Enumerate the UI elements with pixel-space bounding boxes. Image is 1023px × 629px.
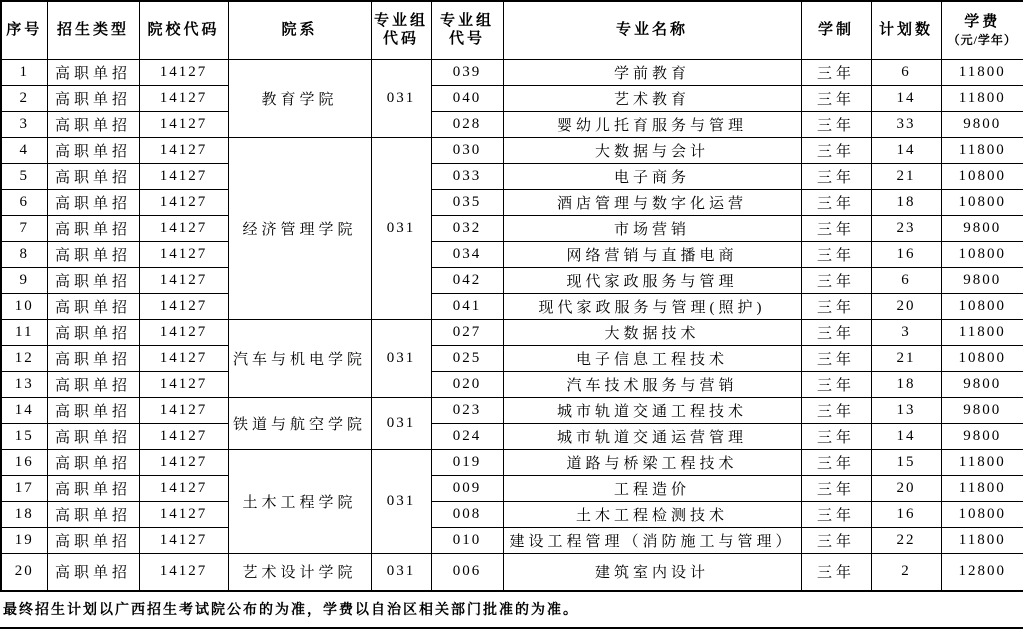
cell-seq: 17 bbox=[1, 475, 47, 501]
cell-major-name: 电子信息工程技术 bbox=[503, 345, 801, 371]
cell-duration: 三年 bbox=[801, 111, 871, 137]
cell-admission-type: 高职单招 bbox=[47, 397, 139, 423]
cell-duration: 三年 bbox=[801, 241, 871, 267]
cell-admission-type: 高职单招 bbox=[47, 293, 139, 319]
cell-tuition: 10800 bbox=[941, 241, 1023, 267]
cell-admission-type: 高职单招 bbox=[47, 215, 139, 241]
cell-group-code: 031 bbox=[371, 397, 431, 449]
col-header-duration-label: 学制 bbox=[817, 21, 854, 38]
cell-tuition: 10800 bbox=[941, 189, 1023, 215]
col-header-tuition bbox=[941, 1, 1023, 59]
cell-major-code: 019 bbox=[431, 449, 503, 475]
col-header-tuition-label-2: （元/学年） bbox=[947, 32, 1017, 47]
cell-college-code: 14127 bbox=[139, 293, 228, 319]
cell-major-code: 028 bbox=[431, 111, 503, 137]
cell-admission-type: 高职单招 bbox=[47, 163, 139, 189]
cell-duration: 三年 bbox=[801, 319, 871, 345]
table-body bbox=[1, 59, 1023, 591]
cell-plan-count: 14 bbox=[871, 423, 941, 449]
cell-major-code: 034 bbox=[431, 241, 503, 267]
cell-tuition: 11800 bbox=[941, 475, 1023, 501]
cell-major-name: 建设工程管理（消防施工与管理） bbox=[503, 527, 801, 553]
cell-tuition: 11800 bbox=[941, 137, 1023, 163]
header-row bbox=[1, 1, 1023, 59]
col-header-tuition-label-1: 学费 bbox=[964, 13, 1001, 30]
cell-department: 艺术设计学院 bbox=[228, 553, 371, 591]
cell-tuition: 10800 bbox=[941, 501, 1023, 527]
cell-duration: 三年 bbox=[801, 189, 871, 215]
col-header-college-code-label: 院校代码 bbox=[147, 21, 220, 38]
cell-major-code: 006 bbox=[431, 553, 503, 591]
cell-plan-count: 16 bbox=[871, 241, 941, 267]
cell-college-code: 14127 bbox=[139, 111, 228, 137]
cell-major-code: 008 bbox=[431, 501, 503, 527]
table-row bbox=[1, 215, 1023, 241]
table-row bbox=[1, 267, 1023, 293]
cell-college-code: 14127 bbox=[139, 371, 228, 397]
cell-college-code: 14127 bbox=[139, 475, 228, 501]
cell-duration: 三年 bbox=[801, 293, 871, 319]
cell-college-code: 14127 bbox=[139, 137, 228, 163]
cell-duration: 三年 bbox=[801, 267, 871, 293]
cell-major-name: 大数据技术 bbox=[503, 319, 801, 345]
cell-seq: 8 bbox=[1, 241, 47, 267]
cell-admission-type: 高职单招 bbox=[47, 241, 139, 267]
cell-admission-type: 高职单招 bbox=[47, 137, 139, 163]
cell-tuition: 11800 bbox=[941, 449, 1023, 475]
col-header-major-code-label-2: 代号 bbox=[448, 31, 485, 48]
table-row bbox=[1, 475, 1023, 501]
cell-major-name: 网络营销与直播电商 bbox=[503, 241, 801, 267]
table-row bbox=[1, 163, 1023, 189]
cell-plan-count: 20 bbox=[871, 475, 941, 501]
cell-college-code: 14127 bbox=[139, 85, 228, 111]
table-row bbox=[1, 111, 1023, 137]
cell-major-name: 城市轨道交通工程技术 bbox=[503, 397, 801, 423]
cell-college-code: 14127 bbox=[139, 163, 228, 189]
cell-seq: 12 bbox=[1, 345, 47, 371]
cell-admission-type: 高职单招 bbox=[47, 319, 139, 345]
cell-duration: 三年 bbox=[801, 215, 871, 241]
col-header-admission-type-label: 招生类型 bbox=[56, 21, 129, 38]
cell-college-code: 14127 bbox=[139, 527, 228, 553]
cell-duration: 三年 bbox=[801, 475, 871, 501]
table-row bbox=[1, 449, 1023, 475]
cell-tuition: 12800 bbox=[941, 553, 1023, 591]
col-header-seq-label: 序号 bbox=[6, 21, 43, 38]
cell-seq: 15 bbox=[1, 423, 47, 449]
cell-group-code: 031 bbox=[371, 59, 431, 137]
cell-seq: 7 bbox=[1, 215, 47, 241]
cell-duration: 三年 bbox=[801, 527, 871, 553]
cell-admission-type: 高职单招 bbox=[47, 267, 139, 293]
cell-group-code: 031 bbox=[371, 553, 431, 591]
cell-tuition: 9800 bbox=[941, 371, 1023, 397]
table-row bbox=[1, 241, 1023, 267]
cell-plan-count: 18 bbox=[871, 371, 941, 397]
cell-admission-type: 高职单招 bbox=[47, 423, 139, 449]
cell-admission-type: 高职单招 bbox=[47, 449, 139, 475]
cell-seq: 5 bbox=[1, 163, 47, 189]
cell-plan-count: 6 bbox=[871, 59, 941, 85]
cell-department: 汽车与机电学院 bbox=[228, 319, 371, 397]
cell-plan-count: 14 bbox=[871, 85, 941, 111]
cell-duration: 三年 bbox=[801, 371, 871, 397]
cell-major-code: 035 bbox=[431, 189, 503, 215]
table-row bbox=[1, 397, 1023, 423]
col-header-plan-count-label: 计划数 bbox=[878, 21, 933, 38]
cell-plan-count: 22 bbox=[871, 527, 941, 553]
col-header-major-code bbox=[431, 1, 503, 59]
cell-college-code: 14127 bbox=[139, 215, 228, 241]
cell-tuition: 10800 bbox=[941, 345, 1023, 371]
cell-college-code: 14127 bbox=[139, 423, 228, 449]
cell-major-name: 婴幼儿托育服务与管理 bbox=[503, 111, 801, 137]
cell-major-name: 建筑室内设计 bbox=[503, 553, 801, 591]
cell-college-code: 14127 bbox=[139, 267, 228, 293]
cell-college-code: 14127 bbox=[139, 319, 228, 345]
cell-plan-count: 21 bbox=[871, 345, 941, 371]
cell-major-name: 电子商务 bbox=[503, 163, 801, 189]
cell-admission-type: 高职单招 bbox=[47, 527, 139, 553]
cell-admission-type: 高职单招 bbox=[47, 553, 139, 591]
cell-seq: 2 bbox=[1, 85, 47, 111]
cell-seq: 9 bbox=[1, 267, 47, 293]
cell-seq: 11 bbox=[1, 319, 47, 345]
cell-plan-count: 14 bbox=[871, 137, 941, 163]
cell-college-code: 14127 bbox=[139, 397, 228, 423]
col-header-major-code-label-1: 专业组 bbox=[439, 12, 494, 29]
cell-tuition: 11800 bbox=[941, 527, 1023, 553]
cell-seq: 10 bbox=[1, 293, 47, 319]
cell-major-name: 艺术教育 bbox=[503, 85, 801, 111]
cell-department: 铁道与航空学院 bbox=[228, 397, 371, 449]
cell-duration: 三年 bbox=[801, 59, 871, 85]
col-header-department-label: 院系 bbox=[281, 21, 318, 38]
footer-note: 最终招生计划以广西招生考试院公布的为准，学费以自治区相关部门批准的为准。 bbox=[3, 603, 579, 618]
cell-plan-count: 13 bbox=[871, 397, 941, 423]
cell-tuition: 11800 bbox=[941, 59, 1023, 85]
cell-tuition: 11800 bbox=[941, 319, 1023, 345]
cell-major-code: 039 bbox=[431, 59, 503, 85]
table-row bbox=[1, 553, 1023, 591]
cell-plan-count: 33 bbox=[871, 111, 941, 137]
cell-major-code: 010 bbox=[431, 527, 503, 553]
col-header-major-name bbox=[503, 1, 801, 59]
cell-duration: 三年 bbox=[801, 345, 871, 371]
cell-tuition: 9800 bbox=[941, 267, 1023, 293]
table-row bbox=[1, 59, 1023, 85]
table-row bbox=[1, 501, 1023, 527]
cell-major-code: 040 bbox=[431, 85, 503, 111]
col-header-college-code bbox=[139, 1, 228, 59]
cell-seq: 1 bbox=[1, 59, 47, 85]
table-row bbox=[1, 371, 1023, 397]
cell-seq: 18 bbox=[1, 501, 47, 527]
cell-admission-type: 高职单招 bbox=[47, 85, 139, 111]
cell-major-code: 033 bbox=[431, 163, 503, 189]
col-header-plan-count bbox=[871, 1, 941, 59]
cell-tuition: 9800 bbox=[941, 397, 1023, 423]
table-row bbox=[1, 345, 1023, 371]
col-header-admission-type bbox=[47, 1, 139, 59]
cell-college-code: 14127 bbox=[139, 449, 228, 475]
cell-admission-type: 高职单招 bbox=[47, 371, 139, 397]
cell-plan-count: 3 bbox=[871, 319, 941, 345]
col-header-major-name-label: 专业名称 bbox=[615, 21, 688, 38]
cell-major-name: 汽车技术服务与营销 bbox=[503, 371, 801, 397]
cell-major-name: 道路与桥梁工程技术 bbox=[503, 449, 801, 475]
cell-duration: 三年 bbox=[801, 449, 871, 475]
cell-tuition: 10800 bbox=[941, 293, 1023, 319]
cell-major-name: 酒店管理与数字化运营 bbox=[503, 189, 801, 215]
cell-college-code: 14127 bbox=[139, 241, 228, 267]
table-row bbox=[1, 137, 1023, 163]
cell-major-code: 032 bbox=[431, 215, 503, 241]
cell-plan-count: 21 bbox=[871, 163, 941, 189]
cell-major-name: 学前教育 bbox=[503, 59, 801, 85]
cell-duration: 三年 bbox=[801, 397, 871, 423]
col-header-group-code bbox=[371, 1, 431, 59]
cell-admission-type: 高职单招 bbox=[47, 189, 139, 215]
col-header-group-code-label-2: 代码 bbox=[382, 31, 419, 48]
col-header-duration bbox=[801, 1, 871, 59]
cell-seq: 19 bbox=[1, 527, 47, 553]
table-row bbox=[1, 85, 1023, 111]
cell-major-code: 027 bbox=[431, 319, 503, 345]
cell-plan-count: 15 bbox=[871, 449, 941, 475]
cell-duration: 三年 bbox=[801, 85, 871, 111]
table-row bbox=[1, 527, 1023, 553]
cell-seq: 16 bbox=[1, 449, 47, 475]
cell-plan-count: 16 bbox=[871, 501, 941, 527]
cell-duration: 三年 bbox=[801, 423, 871, 449]
cell-duration: 三年 bbox=[801, 163, 871, 189]
cell-seq: 14 bbox=[1, 397, 47, 423]
cell-admission-type: 高职单招 bbox=[47, 59, 139, 85]
cell-duration: 三年 bbox=[801, 137, 871, 163]
col-header-group-code-label-1: 专业组 bbox=[373, 12, 428, 29]
cell-major-code: 009 bbox=[431, 475, 503, 501]
cell-major-name: 城市轨道交通运营管理 bbox=[503, 423, 801, 449]
cell-group-code: 031 bbox=[371, 137, 431, 319]
cell-major-code: 023 bbox=[431, 397, 503, 423]
cell-tuition: 9800 bbox=[941, 111, 1023, 137]
cell-plan-count: 2 bbox=[871, 553, 941, 591]
cell-major-code: 041 bbox=[431, 293, 503, 319]
cell-plan-count: 6 bbox=[871, 267, 941, 293]
cell-group-code: 031 bbox=[371, 319, 431, 397]
cell-admission-type: 高职单招 bbox=[47, 345, 139, 371]
cell-seq: 20 bbox=[1, 553, 47, 591]
cell-college-code: 14127 bbox=[139, 189, 228, 215]
cell-seq: 13 bbox=[1, 371, 47, 397]
cell-major-name: 现代家政服务与管理(照护) bbox=[503, 293, 801, 319]
cell-college-code: 14127 bbox=[139, 501, 228, 527]
cell-tuition: 10800 bbox=[941, 163, 1023, 189]
table-row bbox=[1, 189, 1023, 215]
cell-major-name: 市场营销 bbox=[503, 215, 801, 241]
table-row bbox=[1, 293, 1023, 319]
cell-plan-count: 20 bbox=[871, 293, 941, 319]
cell-major-name: 现代家政服务与管理 bbox=[503, 267, 801, 293]
cell-seq: 3 bbox=[1, 111, 47, 137]
cell-college-code: 14127 bbox=[139, 553, 228, 591]
cell-plan-count: 18 bbox=[871, 189, 941, 215]
cell-duration: 三年 bbox=[801, 553, 871, 591]
cell-seq: 6 bbox=[1, 189, 47, 215]
cell-major-name: 工程造价 bbox=[503, 475, 801, 501]
table-header bbox=[1, 1, 1023, 59]
col-header-seq bbox=[1, 1, 47, 59]
cell-group-code: 031 bbox=[371, 449, 431, 553]
cell-college-code: 14127 bbox=[139, 345, 228, 371]
cell-seq: 4 bbox=[1, 137, 47, 163]
cell-admission-type: 高职单招 bbox=[47, 111, 139, 137]
cell-tuition: 9800 bbox=[941, 423, 1023, 449]
cell-major-code: 024 bbox=[431, 423, 503, 449]
cell-admission-type: 高职单招 bbox=[47, 475, 139, 501]
cell-college-code: 14127 bbox=[139, 59, 228, 85]
cell-tuition: 9800 bbox=[941, 215, 1023, 241]
cell-major-code: 030 bbox=[431, 137, 503, 163]
table-row bbox=[1, 423, 1023, 449]
cell-major-name: 大数据与会计 bbox=[503, 137, 801, 163]
cell-major-code: 025 bbox=[431, 345, 503, 371]
cell-major-code: 020 bbox=[431, 371, 503, 397]
table-row bbox=[1, 319, 1023, 345]
cell-major-code: 042 bbox=[431, 267, 503, 293]
cell-major-name: 土木工程检测技术 bbox=[503, 501, 801, 527]
cell-department: 教育学院 bbox=[228, 59, 371, 137]
cell-plan-count: 23 bbox=[871, 215, 941, 241]
cell-department: 土木工程学院 bbox=[228, 449, 371, 553]
cell-admission-type: 高职单招 bbox=[47, 501, 139, 527]
cell-department: 经济管理学院 bbox=[228, 137, 371, 319]
cell-tuition: 11800 bbox=[941, 85, 1023, 111]
col-header-department bbox=[228, 1, 371, 59]
cell-duration: 三年 bbox=[801, 501, 871, 527]
